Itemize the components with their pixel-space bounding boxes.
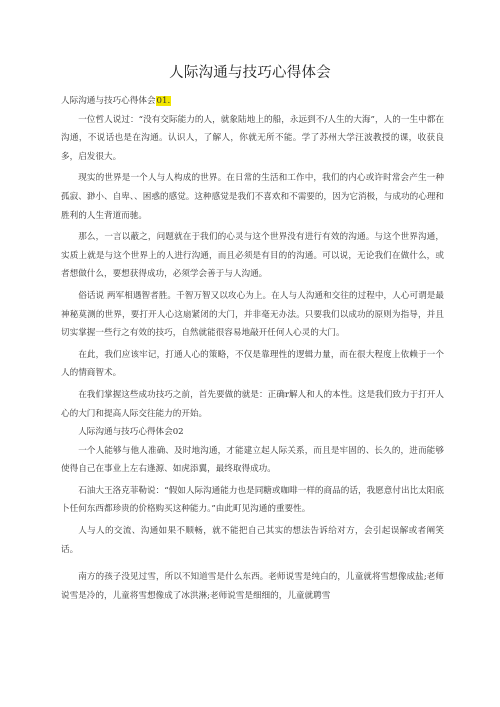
paragraph-3: 那么，一言以蔽之，问题就在于我们的心灵与这个世界没有进行有效的沟通。与这个世界沟通，实质上就是与这个世界上的人进行沟通，而且必须是有目的的沟通。可以说，无论我们在做什么，或者想做什么，要想获得成功，必须学会善于与人沟通。 [61, 232, 444, 280]
paragraph-4: 俗话说 两军相遇智者胜。千智万智又以攻心为上。在人与人沟通和交往的过程中，人心可谓是最神秘莫测的世界，要打开人心这扇紧闭的大门，并非毫无办法。只要我们以成功的原则为指导，并且切实掌握一些行之有效的技巧，自然就能很容易地敲开任何人心灵的大门。 [61, 290, 444, 339]
section-heading-1-number: 01. [156, 96, 171, 106]
paragraph-8: 石油大王洛克菲勒说：“假如人际沟通能力也是同糖或咖啡一样的商品的话，我愿意付出比太阳底卜任何东西都珍贵的价格购买这种能力。”由此町见沟通的重要性。 [61, 485, 444, 515]
paragraph-1: 一位哲人说过：“没有交际能力的人，就象陆地上的船，永远到不/人生的大海”，人的一生中都在沟通，不说话也是在沟通。认识人，了解人，你就无所不能。学了苏州大学汪波教授的课，收获良多，启发很大。 [61, 114, 444, 162]
section-heading-1-text: 人际沟通与技巧心得体会 [61, 96, 156, 106]
paragraph-10: 南方的孩子没见过雪，所以不知道雪是什么东西。老师说雪是纯白的，儿童就将雪想像成盐;老师说雪是冷的，儿童将雪想像成了冰洪淋;老师说雪是细细的，儿童就聘雪 [61, 572, 444, 601]
section-heading-2: 人际沟通与技巧心得体会02 [78, 427, 184, 438]
paragraph-6: 在我们掌握这些成功技巧之前，首先要做的就是：正确r解人和人的本性。这是我们致力于打开人心的大门和提高人际交往能力的开始。 [61, 389, 444, 419]
document-body [61, 92, 444, 605]
paragraph-9: 人与人的交流、沟通如果不顺畅，就不能把自己其实的想法告诉给对方，会引起误解或者阐笑话。 [61, 526, 444, 555]
document-title: 人际沟通与技巧心得体会 [169, 65, 331, 81]
paragraph-2: 现实的世界是一个人与人构成的世界。在日常的生活和工作中，我们的内心或许时常会产生一种孤寂、渺小、自卑、、困惑的感觉。这种感觉是我们不喜欢和不需要的，因为它消极，与成功的心理和胜利的人生背道而驰。 [61, 173, 444, 221]
paragraph-7: 一个人能够与他人准确、及时地沟通，才能建立起人际关系，而且是牢固的、长久的，进而能够使得自己在事业上左右逢源、如虎添翼，最终取得成功。 [61, 445, 444, 475]
section-heading-1 [61, 92, 444, 111]
paragraph-5: 在此，我们应该牢记，打通人心的策略，不仅是靠理性的逻辑力量，而在很大程度上依赖于一个人的情商智术。 [61, 349, 444, 379]
